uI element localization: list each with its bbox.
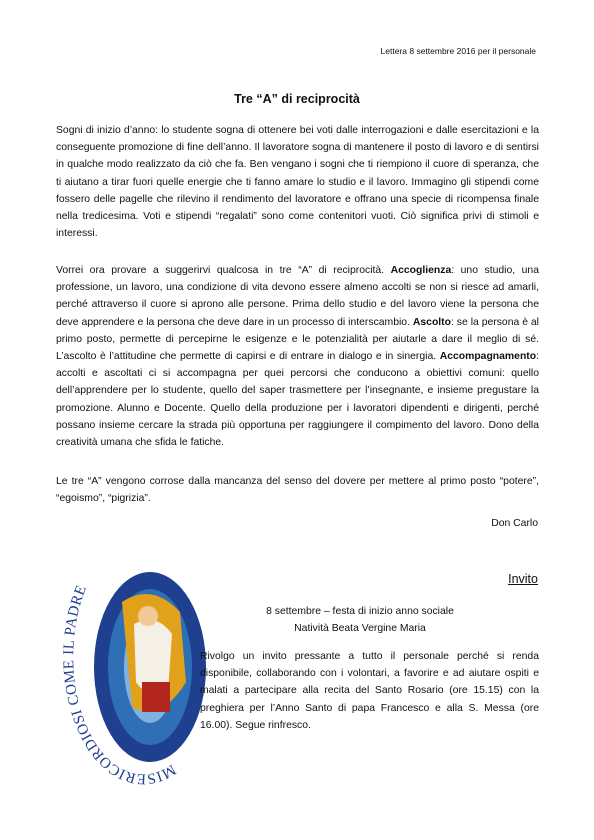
term-accompagnamento: Accompagnamento	[439, 351, 537, 363]
invite-body: Rivolgo un invito pressante a tutto il personale perché si renda disponibile, collaborando con i volontari, a favorire e ad aiutare ospiti e malati a partecipare alla recita del Santo Rosario (ore 15.15) con la preghiera per l’Anno Santo di papa Francesco e alla S. Messa (ore 16.00). Segue rinfresco.	[200, 651, 539, 731]
logo-arc-text: MISERICORDIOSI COME IL PADRE	[61, 582, 179, 787]
paragraph-conclusion: Le tre “A” vengono corrose dalla mancanza del senso del dovere per mettere al primo posto “potere”, “egoismo”, “pigrizia”.	[56, 476, 539, 505]
term-accoglienza: Accoglienza	[390, 265, 452, 276]
signature: Don Carlo	[491, 518, 538, 529]
invite-date-line1: 8 settembre – festa di inizio anno sociale	[266, 606, 454, 617]
paragraph-three-a	[56, 262, 539, 451]
page-title: Tre “A” di reciprocità	[234, 92, 360, 106]
text-ascolto: : se la persona è al primo posto, permette di percepirne le esigenze e le potenzialità per aiutarle a dare il meglio di sé. L’ascolto è l’attitudine che permette di capirsi e di entrare in dialogo e in sinergia.	[56, 316, 539, 363]
invite-date-line2: Natività Beata Vergine Maria	[294, 623, 426, 634]
term-ascolto: Ascolto	[412, 316, 451, 328]
jubilee-mercy-logo	[52, 532, 210, 792]
logo-red-robe	[142, 682, 170, 712]
text-accompagnamento: : accolti e ascoltati ci si accompagna per quei percorsi che conducono a obiettivi comuni: quello dell’apprendere per lo studente, quello del saper trasmettere per l’insegnante, e insieme pregustare la promozione. Alunno e Docente. Quello della produzione per i lavoratori dipendenti e dirigenti, perché possano insieme cercare la strada più opportuna per raggiungere il compimento del lavoro. Dono della creatività umana che sfida le fatiche.	[56, 351, 539, 449]
invite-title: Invito	[508, 572, 538, 586]
logo-face-icon	[138, 606, 158, 626]
text-accoglienza: : uno studio, una professione, un lavoro, una condizione di vita devono essere almeno accolti se non si riesce ad amarli, perché attraverso il cuore si aprono alle persone. Prima dello studio e del lavoro viene la persona che deve apprendere e la persona che deve dare in un processo di interscambio.	[56, 265, 539, 328]
paragraph-dreams: Sogni di inizio d’anno: lo studente sogna di ottenere bei voti dalle interrogazioni e dalle esercitazioni e la conseguente promozione di fine dell’anno. Il lavoratore sogna di mantenere il posto di lavoro e di sentirsi in qualche modo realizzato da ciò che fa. Ben vengano i sogni che ti riempiono il cuore di speranza, che ti aiutano a tirar fuori quelle energie che ti fanno amare lo studio e il lavoro. Immagino gli stipendi come fossero delle pagelle che rilevino il rendimento del lavoratore e offrano una specie di ricompensa finale nella tredicesima. Voti e stipendi “regalati” sono come contenitori vuoti. Ciò significa privi di stimoli e interessi.	[56, 125, 539, 240]
invite-date	[200, 603, 520, 637]
paragraph-intro: Vorrei ora provare a suggerirvi qualcosa in tre “A” di reciprocità.	[56, 265, 385, 276]
letter-date-note: Lettera 8 settembre 2016 per il personale	[380, 46, 536, 56]
